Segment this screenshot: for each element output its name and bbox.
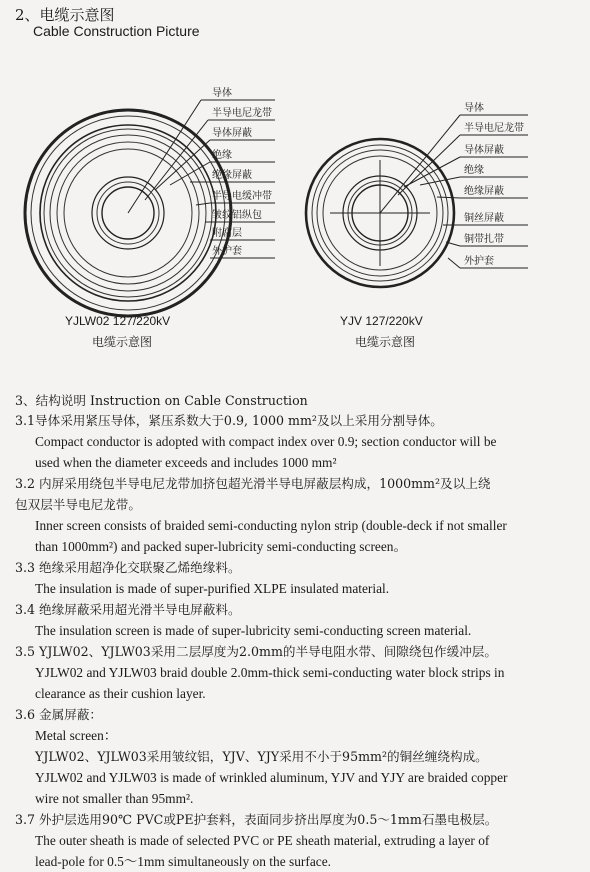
item-3-2-en-2: than 1000mm²) and packed super-lubricity semi-conducting screen。 xyxy=(35,539,407,554)
item-3-7-en-1: The outer sheath is made of selected PVC or PE sheath material, extruding a layer of xyxy=(35,833,490,848)
item-3-3-cn: 3.3 绝缘采用超净化交联聚乙烯绝缘料。 xyxy=(15,560,241,575)
item-3-7-cn: 3.7 外护层选用90℃ PVC或PE护套料，表面同步挤出厚度为0.5～1mm石墨电极层。 xyxy=(15,812,498,827)
section-3-title: 3、结构说明 Instruction on Cable Construction xyxy=(15,393,308,408)
label-left-3: 导体屏蔽 xyxy=(212,128,252,139)
item-3-1-en-1: Compact conductor is adopted with compact index over 0.9; section conductor will be xyxy=(35,434,497,449)
item-3-5-en-2: clearance as their cushion layer. xyxy=(35,686,206,701)
caption-right: 电缆示意图 xyxy=(355,335,416,349)
label-left-8: 附腐层 xyxy=(212,228,242,239)
item-3-5-cn: 3.5 YJLW02、YJLW03采用二层厚度为2.0mm的半导电阻水带、间隙绕包作缓冲层。 xyxy=(15,644,497,659)
model-left: YJLW02 127/220kV xyxy=(65,314,171,328)
item-3-4-cn: 3.4 绝缘屏蔽采用超光滑半导电屏蔽料。 xyxy=(15,602,241,617)
section-2-subtitle: Cable Construction Picture xyxy=(33,23,200,39)
cable-cross-section-right xyxy=(306,115,460,287)
item-3-1-cn: 3.1导体采用紧压导体，紧压系数大于0.9, 1000 mm²及以上采用分割导体。 xyxy=(15,413,443,428)
label-right-6: 铜丝屏蔽 xyxy=(464,213,504,224)
item-3-6-en-1: YJLW02 and YJLW03 is made of wrinkled aluminum, YJV and YJY are braided copper xyxy=(35,770,508,785)
item-3-2-cn-2: 包双层半导电尼龙带。 xyxy=(15,497,141,512)
item-3-3-en: The insulation is made of super-purified XLPE insulated material. xyxy=(35,581,390,596)
item-3-6-cn: 3.6 金属屏蔽： xyxy=(15,707,103,722)
label-right-8: 外护套 xyxy=(464,256,494,267)
labels-right xyxy=(464,101,524,267)
label-left-9: 外护套 xyxy=(212,246,242,257)
item-3-5-en-1: YJLW02 and YJLW03 braid double 2.0mm-thick semi-conducting water block strips in xyxy=(35,665,505,680)
item-3-6-en-0: Metal screen： xyxy=(35,728,118,743)
item-3-4-en: The insulation screen is made of super-lubricity semi-conducting screen material. xyxy=(35,623,472,638)
labels-left xyxy=(212,86,272,257)
label-left-6: 半导电缓冲带 xyxy=(212,191,272,202)
model-right: YJV 127/220kV xyxy=(340,314,423,328)
label-right-5: 绝缘屏蔽 xyxy=(464,186,504,197)
label-left-7: 皱纹铝纵包 xyxy=(212,210,262,221)
item-3-1-en-2: used when the diameter exceeds and includes 1000 mm² xyxy=(35,455,337,470)
label-right-2: 半导电尼龙带 xyxy=(464,123,524,134)
item-3-7-en-2: lead-pole for 0.5～1mm simultaneously on the surface. xyxy=(35,854,332,869)
caption-left: 电缆示意图 xyxy=(92,335,153,349)
item-3-6-en-2: wire not smaller than 95mm². xyxy=(35,791,194,806)
label-left-1: 导体 xyxy=(212,88,232,99)
item-3-2-cn-1: 3.2 内屏采用绕包半导电尼龙带加挤包超光滑半导电屏蔽层构成，1000mm²及以上绕 xyxy=(15,476,491,491)
section-2-title: 2、电缆示意图 xyxy=(15,6,115,24)
item-3-2-en-1: Inner screen consists of braided semi-conducting nylon strip (double-deck if not smaller xyxy=(35,518,507,533)
label-right-7: 铜带扎带 xyxy=(464,234,504,245)
label-left-4: 绝缘 xyxy=(212,150,232,161)
label-right-3: 导体屏蔽 xyxy=(464,145,504,156)
label-left-5: 绝缘屏蔽 xyxy=(212,170,252,181)
label-left-2: 半导电尼龙带 xyxy=(212,108,272,119)
label-right-4: 绝缘 xyxy=(464,165,484,176)
item-3-6-cn-2: YJLW02、YJLW03采用皱纹铝，YJV、YJY采用不小于95mm²的铜丝缠绕构成。 xyxy=(35,749,488,764)
cable-cross-section-left xyxy=(25,100,231,316)
label-right-1: 导体 xyxy=(464,103,484,114)
